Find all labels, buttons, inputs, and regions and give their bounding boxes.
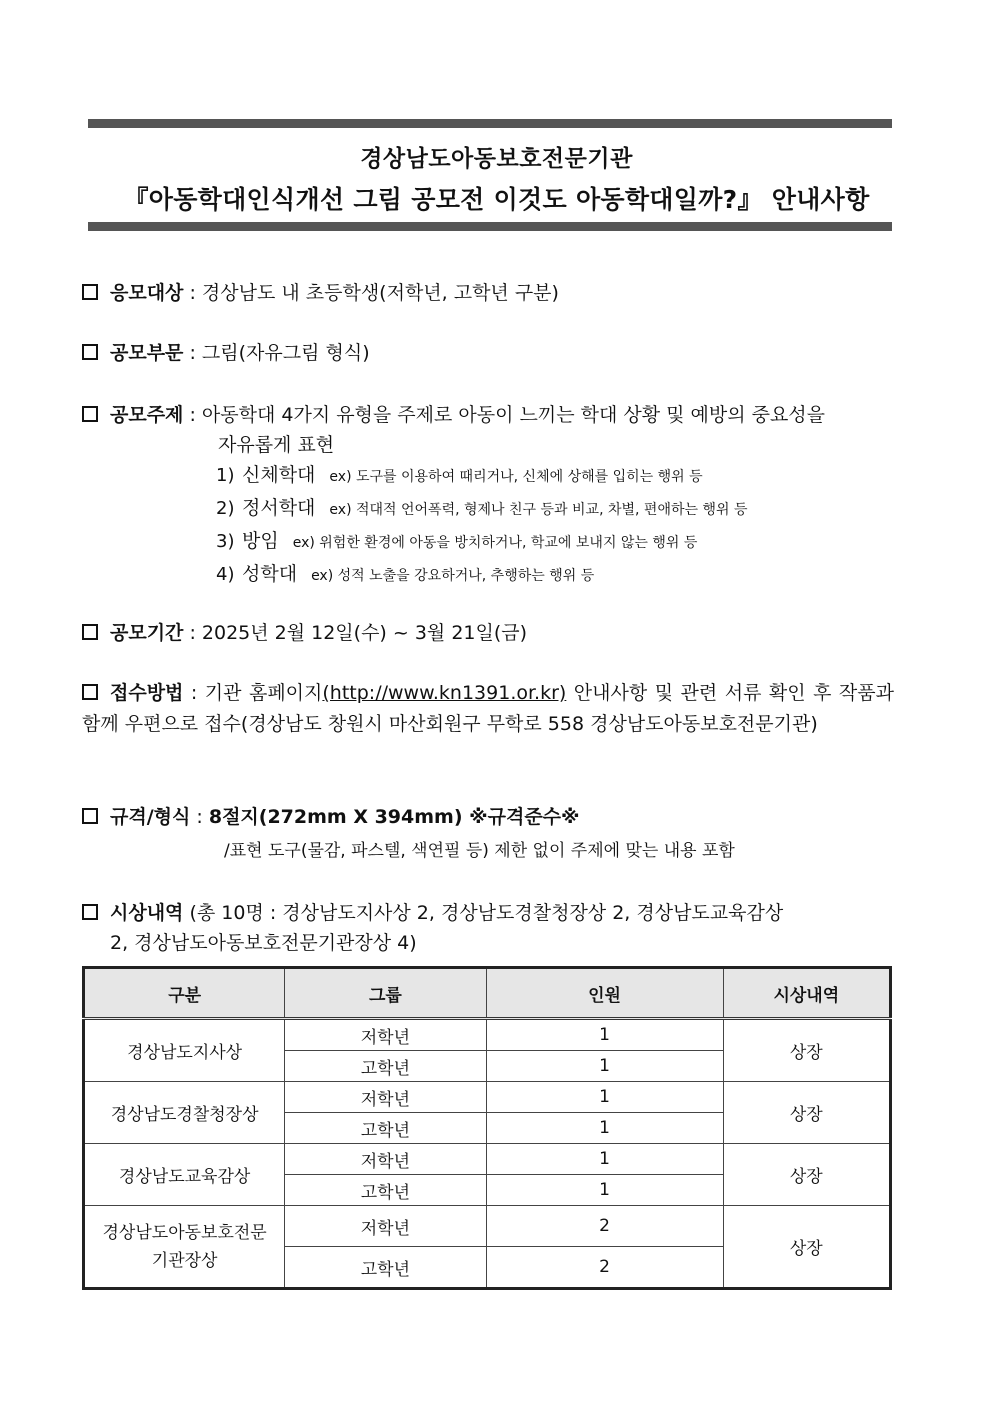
group-cell: 저학년 bbox=[285, 1144, 486, 1175]
contest-title: 『아동학대인식개선 그림 공모전 이것도 아동학대일까?』 안내사항 bbox=[123, 185, 870, 214]
award-name bbox=[84, 1206, 285, 1289]
award-type: 상장 bbox=[723, 1019, 890, 1082]
count-cell: 1 bbox=[486, 1175, 723, 1206]
count-cell: 1 bbox=[486, 1113, 723, 1144]
group-cell: 고학년 bbox=[285, 1113, 486, 1144]
award-type: 상장 bbox=[723, 1082, 890, 1144]
award-name-line2: 기관장상 bbox=[151, 1250, 218, 1271]
item-number: 1) bbox=[216, 465, 235, 486]
count-cell: 1 bbox=[486, 1144, 723, 1175]
separator: : bbox=[183, 404, 202, 426]
homepage-link[interactable]: (http://www.kn1391.or.kr) bbox=[322, 682, 567, 704]
count-cell: 1 bbox=[486, 1019, 723, 1051]
checkbox-square-icon bbox=[82, 284, 98, 300]
section-text: 2025년 2월 12일(수) ~ 3월 21일(금) bbox=[201, 622, 528, 644]
award-name: 경상남도교육감상 bbox=[84, 1144, 285, 1206]
count-cell: 2 bbox=[486, 1206, 723, 1247]
section-category bbox=[82, 338, 894, 368]
separator: : bbox=[183, 622, 202, 644]
separator: : bbox=[183, 342, 202, 364]
item-name: 방임 bbox=[242, 530, 279, 552]
org-title: 경상남도아동보호전문기관 bbox=[360, 146, 633, 172]
item-example: ex) 적대적 언어폭력, 형제나 친구 등과 비교, 차별, 편애하는 행위 등 bbox=[329, 502, 748, 518]
section-target bbox=[82, 278, 894, 308]
section-label: 규격/형식 bbox=[110, 806, 191, 828]
section-awards bbox=[82, 898, 894, 958]
item-number: 2) bbox=[216, 498, 235, 519]
award-name-line1: 경상남도아동보호전문 bbox=[102, 1222, 267, 1243]
award-name: 경상남도지사상 bbox=[84, 1019, 285, 1082]
paper-size: 8절지(272mm X 394mm) ※규격준수※ bbox=[208, 806, 580, 828]
separator: : bbox=[190, 806, 209, 828]
item-name: 정서학대 bbox=[242, 497, 316, 519]
header-top-rule bbox=[88, 119, 892, 128]
checkbox-square-icon bbox=[82, 904, 98, 920]
separator: : bbox=[183, 682, 205, 704]
section-label: 공모주제 bbox=[110, 404, 184, 426]
separator: : bbox=[183, 282, 202, 304]
table-row bbox=[84, 1019, 891, 1051]
section-text-continued: 자유롭게 표현 bbox=[218, 434, 335, 456]
abuse-type-item bbox=[82, 493, 894, 526]
checkbox-square-icon bbox=[82, 684, 98, 700]
abuse-type-item bbox=[82, 526, 894, 559]
section-text: 그림(자유그림 형식) bbox=[201, 342, 370, 364]
section-label: 시상내역 bbox=[110, 902, 184, 924]
section-text: 기관 홈페이지 bbox=[204, 682, 323, 704]
table-header-row bbox=[84, 968, 891, 1019]
checkbox-square-icon bbox=[82, 406, 98, 422]
item-number: 3) bbox=[216, 531, 235, 552]
checkbox-square-icon bbox=[82, 808, 98, 824]
item-name: 신체학대 bbox=[242, 464, 316, 486]
column-header: 구분 bbox=[84, 968, 285, 1019]
group-cell: 저학년 bbox=[285, 1206, 486, 1247]
table-row bbox=[84, 1206, 891, 1247]
section-period bbox=[82, 618, 894, 648]
count-cell: 1 bbox=[486, 1082, 723, 1113]
column-header: 시상내역 bbox=[723, 968, 890, 1019]
item-name: 성학대 bbox=[242, 563, 298, 585]
format-note: /표현 도구(물감, 파스텔, 색연필 등) 제한 없이 주제에 맞는 내용 포함 bbox=[224, 841, 735, 861]
section-submission bbox=[82, 678, 894, 740]
column-header: 그룹 bbox=[285, 968, 486, 1019]
section-text-continued: 안내사항 및 관련 서류 확인 후 작품과 함께 우편으로 접수(경상남도 창원시 마산회원구 무학로 558 경상남도아동보호전문기관) bbox=[82, 682, 894, 735]
section-text: (총 10명 : 경상남도지사상 2, 경상남도경찰청장상 2, 경상남도교육감상 bbox=[183, 902, 784, 924]
item-example: ex) 도구를 이용하여 때리거나, 신체에 상해를 입히는 행위 등 bbox=[329, 469, 703, 485]
section-label: 공모기간 bbox=[110, 622, 184, 644]
abuse-type-item bbox=[82, 460, 894, 493]
item-example: ex) 위험한 환경에 아동을 방치하거나, 학교에 보내지 않는 행위 등 bbox=[292, 535, 698, 551]
item-example: ex) 성적 노출을 강요하거나, 추행하는 행위 등 bbox=[311, 568, 595, 584]
group-cell: 고학년 bbox=[285, 1175, 486, 1206]
section-label: 공모부문 bbox=[110, 342, 184, 364]
table-row bbox=[84, 1144, 891, 1175]
award-type: 상장 bbox=[723, 1206, 890, 1289]
group-cell: 고학년 bbox=[285, 1051, 486, 1082]
awards-table bbox=[82, 966, 892, 1290]
group-cell: 고학년 bbox=[285, 1247, 486, 1289]
section-text-continued: 2, 경상남도아동보호전문기관장상 4) bbox=[110, 932, 417, 954]
count-cell: 2 bbox=[486, 1247, 723, 1289]
checkbox-square-icon bbox=[82, 624, 98, 640]
award-name: 경상남도경찰청장상 bbox=[84, 1082, 285, 1144]
section-format bbox=[82, 802, 894, 866]
count-cell: 1 bbox=[486, 1051, 723, 1082]
item-number: 4) bbox=[216, 564, 235, 585]
award-type: 상장 bbox=[723, 1144, 890, 1206]
table-row bbox=[84, 1082, 891, 1113]
column-header: 인원 bbox=[486, 968, 723, 1019]
group-cell: 저학년 bbox=[285, 1019, 486, 1051]
section-theme bbox=[82, 400, 894, 592]
section-label: 접수방법 bbox=[110, 682, 184, 704]
section-text: 아동학대 4가지 유형을 주제로 아동이 느끼는 학대 상황 및 예방의 중요성을 bbox=[201, 404, 826, 426]
abuse-type-item bbox=[82, 559, 894, 592]
section-label: 응모대상 bbox=[110, 282, 184, 304]
section-text: 경상남도 내 초등학생(저학년, 고학년 구분) bbox=[201, 282, 559, 304]
checkbox-square-icon bbox=[82, 344, 98, 360]
header-bottom-rule bbox=[88, 222, 892, 231]
group-cell: 저학년 bbox=[285, 1082, 486, 1113]
